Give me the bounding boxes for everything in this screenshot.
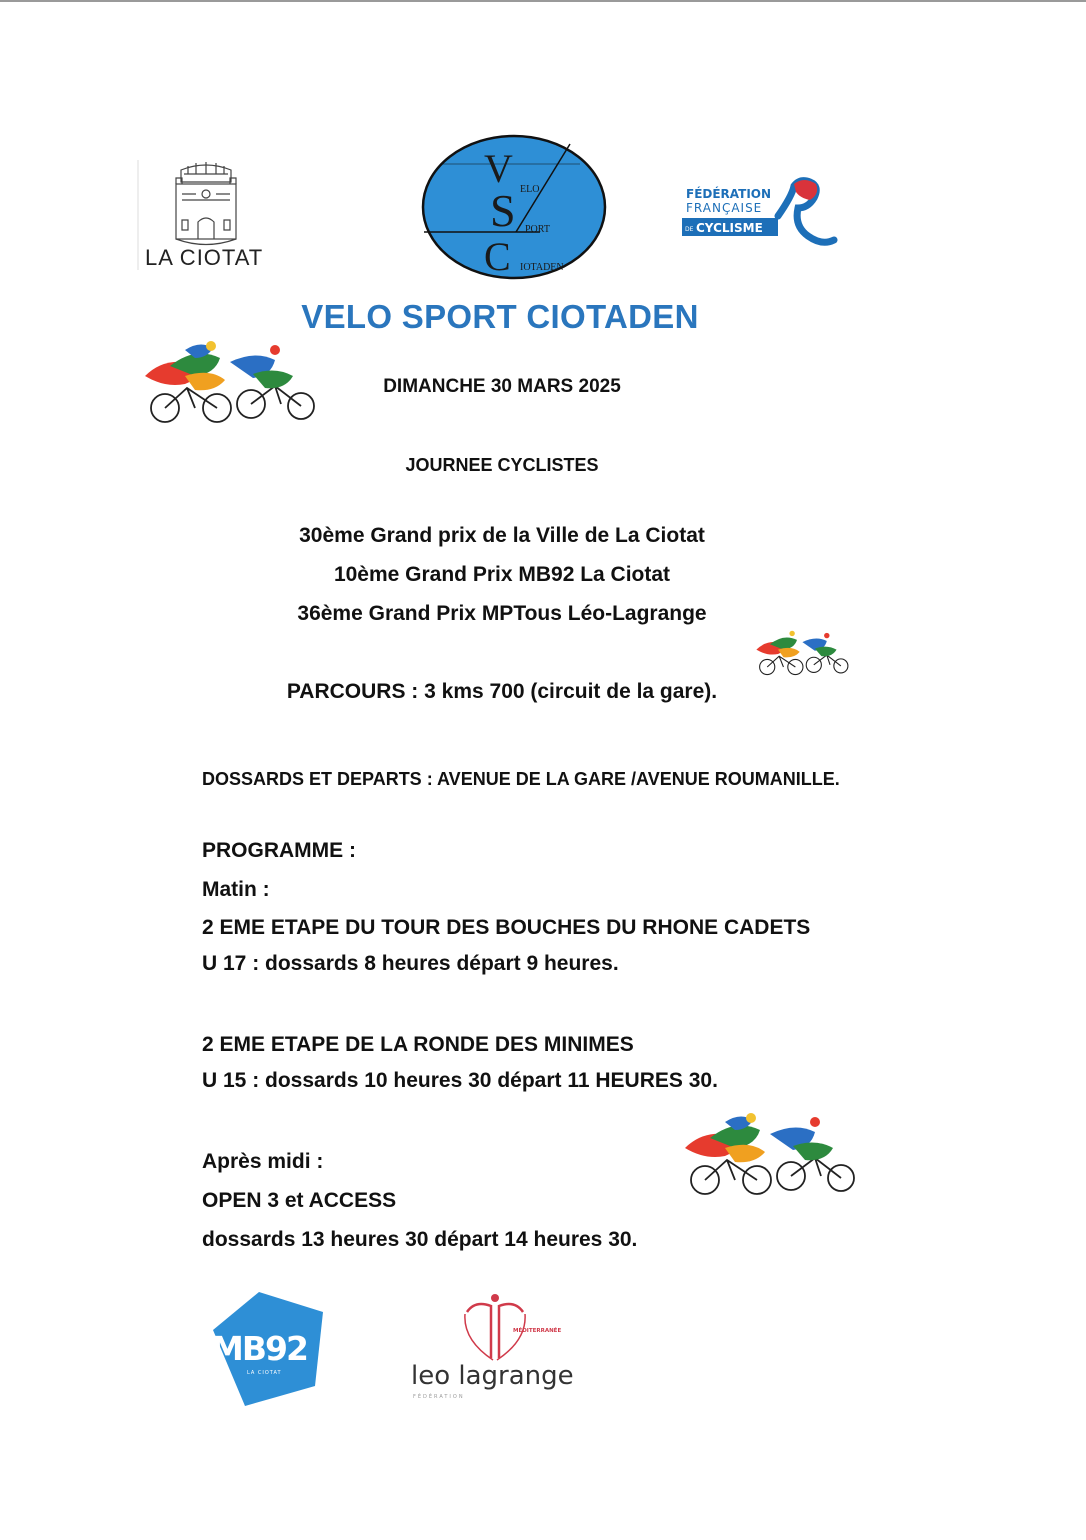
programme-u17: U 17 : dossards 8 heures départ 9 heures. xyxy=(202,952,619,975)
svg-text:LA CIOTAT: LA CIOTAT xyxy=(247,1370,282,1376)
svg-text:leo lagrange: leo lagrange xyxy=(411,1361,574,1391)
svg-text:DE: DE xyxy=(685,226,694,233)
mb92-logo xyxy=(205,1290,327,1408)
svg-text:MB92: MB92 xyxy=(211,1329,307,1368)
programme-etape-minimes: 2 EME ETAPE DE LA RONDE DES MINIMES xyxy=(202,1033,634,1056)
cyclists-illustration-middle-right xyxy=(730,628,864,680)
ffc-federation-logo xyxy=(682,176,842,250)
grand-prix-1: 30ème Grand prix de la Ville de La Ciotat xyxy=(299,524,705,547)
svg-text:C: C xyxy=(484,234,511,279)
programme-matin: Matin : xyxy=(202,878,270,901)
svg-text:FÉDÉRATION: FÉDÉRATION xyxy=(686,187,772,201)
dossards-departs: DOSSARDS ET DEPARTS : AVENUE DE LA GARE /AVENUE ROUMANILLE. xyxy=(202,769,840,789)
programme-dossards-pm: dossards 13 heures 30 départ 14 heures 30. xyxy=(202,1228,638,1251)
page-top-border xyxy=(0,0,1086,2)
svg-text:CYCLISME: CYCLISME xyxy=(696,221,763,235)
la-ciotat-logo-text: LA CIOTAT xyxy=(145,245,264,270)
svg-text:FÉDÉRATION: FÉDÉRATION xyxy=(413,1394,465,1400)
parcours: PARCOURS : 3 kms 700 (circuit de la gare). xyxy=(286,680,718,703)
svg-text:IOTADEN: IOTADEN xyxy=(520,262,564,273)
vsc-club-logo xyxy=(420,134,608,280)
cyclists-illustration-bottom-right xyxy=(660,1108,860,1204)
svg-text:V: V xyxy=(484,146,513,191)
programme-apres-midi: Après midi : xyxy=(202,1150,324,1173)
svg-text:ELO: ELO xyxy=(520,184,540,195)
programme-etape-cadets: 2 EME ETAPE DU TOUR DES BOUCHES DU RHONE CADETS xyxy=(202,916,811,939)
svg-text:FRANÇAISE: FRANÇAISE xyxy=(686,201,763,215)
svg-text:S: S xyxy=(490,185,516,236)
event-type: JOURNEE CYCLISTES xyxy=(405,455,599,475)
grand-prix-3: 36ème Grand Prix MPTous Léo-Lagrange xyxy=(297,602,707,625)
programme-u15: U 15 : dossards 10 heures 30 départ 11 HEURES 30. xyxy=(202,1069,718,1092)
grand-prix-2: 10ème Grand Prix MB92 La Ciotat xyxy=(333,563,671,586)
leo-lagrange-logo xyxy=(405,1290,585,1402)
svg-text:PORT: PORT xyxy=(525,224,550,235)
svg-text:MÉDITERRANÉE: MÉDITERRANÉE xyxy=(513,1328,562,1334)
programme-open: OPEN 3 et ACCESS xyxy=(202,1189,397,1212)
page-title: VELO SPORT CIOTADEN xyxy=(301,298,699,335)
programme-heading: PROGRAMME : xyxy=(202,839,356,862)
event-date: DIMANCHE 30 MARS 2025 xyxy=(383,376,621,397)
